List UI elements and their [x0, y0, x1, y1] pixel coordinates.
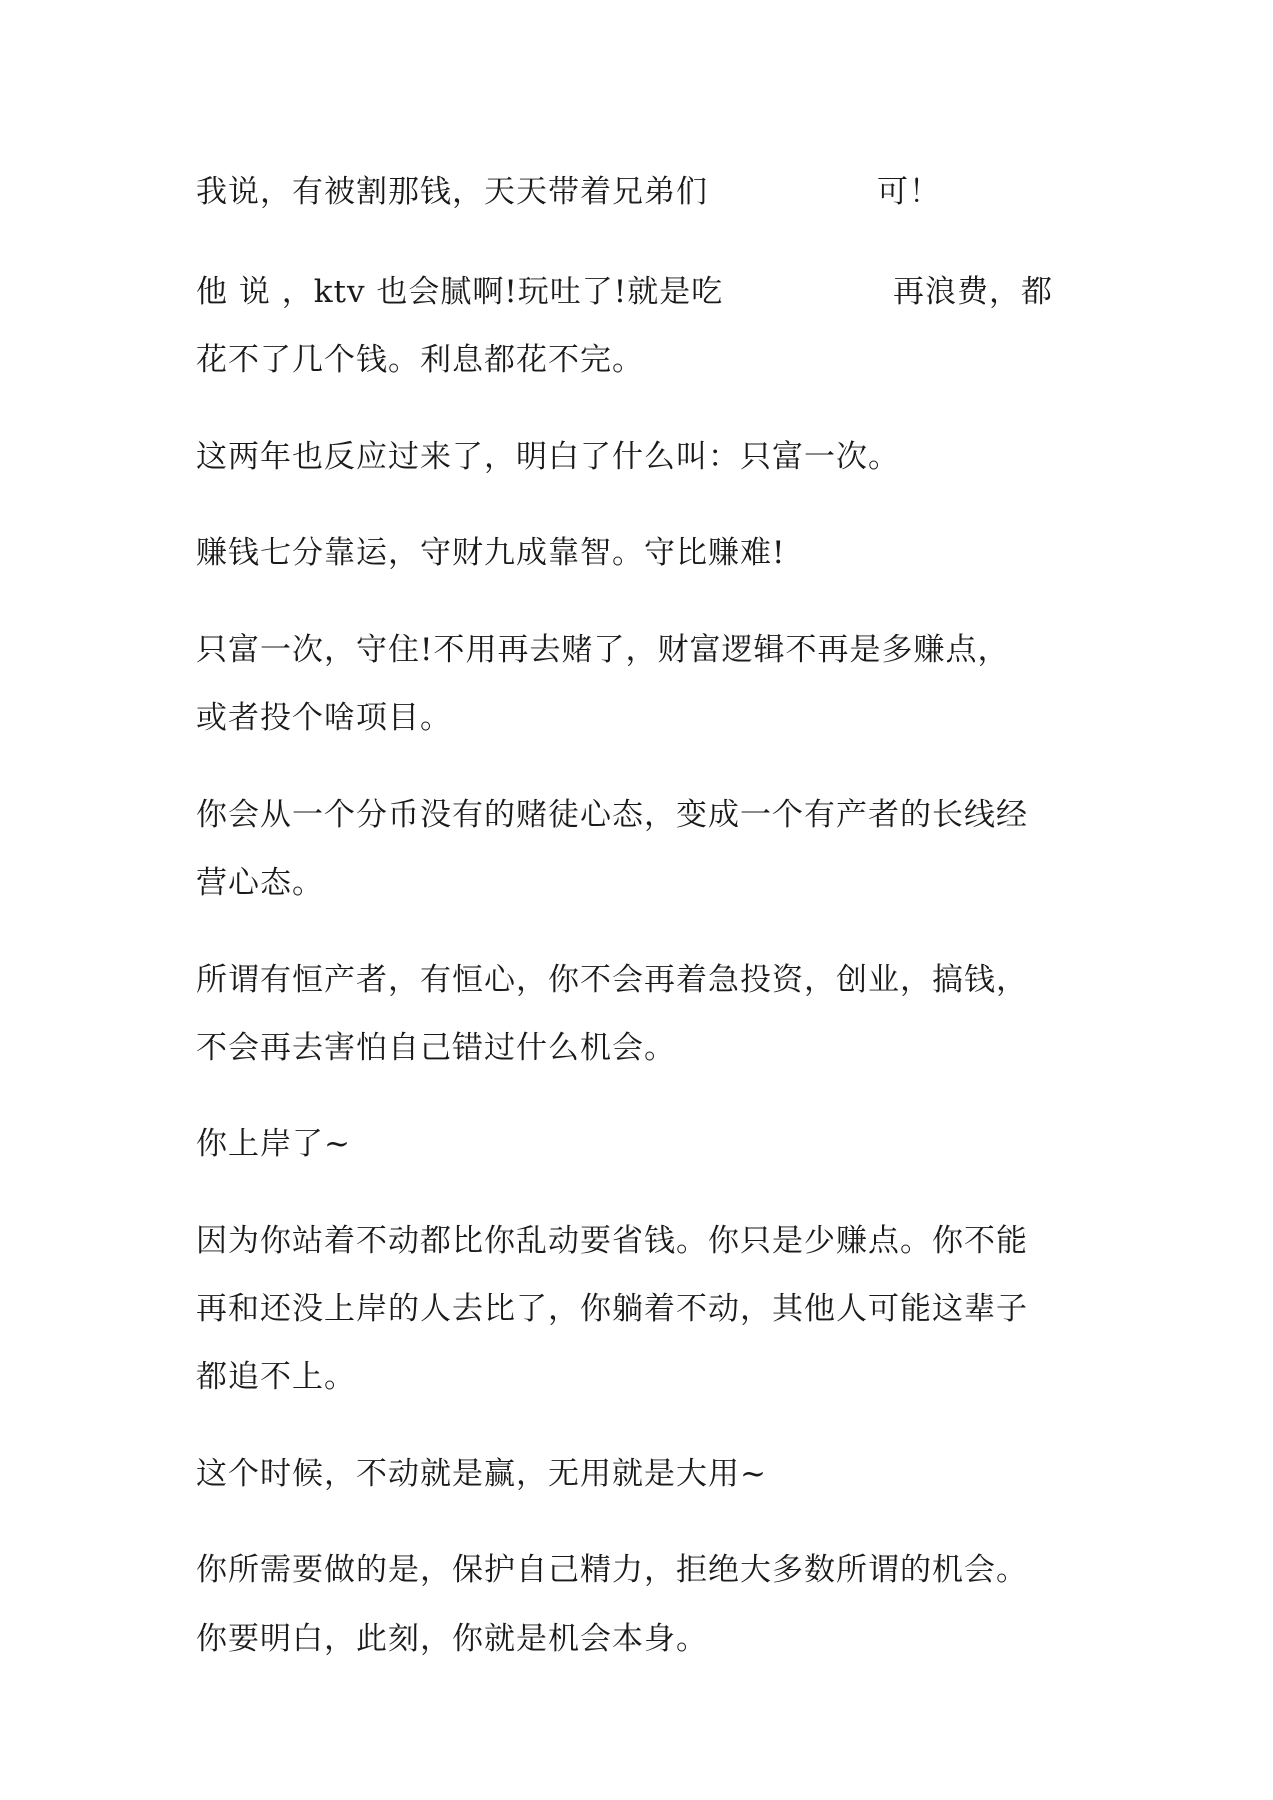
text-line-12: 你上岸了~ [196, 1126, 351, 1162]
text-line-2-part-a: 他 说 ，ktv 也会腻啊!玩吐了!就是吃 [196, 274, 724, 310]
text-line-1-part-b: 可！ [877, 174, 941, 210]
text-line-13: 因为你站着不动都比你乱动要省钱。你只是少赚点。你不能 [196, 1223, 1028, 1259]
text-line-14: 再和还没上岸的人去比了，你躺着不动，其他人可能这辈子 [196, 1291, 1028, 1327]
text-line-11: 不会再去害怕自己错过什么机会。 [196, 1030, 676, 1066]
text-line-4: 这两年也反应过来了，明白了什么叫：只富一次。 [196, 439, 900, 475]
text-line-2 [196, 272, 1086, 312]
text-line-9: 营心态。 [196, 865, 324, 901]
text-line-3: 花不了几个钱。利息都花不完。 [196, 342, 644, 378]
text-line-5: 赚钱七分靠运，守财九成靠智。守比赚难! [196, 535, 786, 571]
text-line-8: 你会从一个分币没有的赌徒心态，变成一个有产者的长线经 [196, 797, 1028, 833]
text-line-1-part-a: 我说，有被割那钱，天天带着兄弟们 [196, 174, 708, 210]
text-line-15: 都追不上。 [196, 1359, 356, 1395]
text-line-6: 只富一次，守住!不用再去赌了，财富逻辑不再是多赚点， [196, 632, 1010, 668]
text-line-16: 这个时候，不动就是赢，无用就是大用~ [196, 1456, 767, 1492]
text-line-2-part-b: 再浪费，都 [893, 274, 1053, 310]
text-line-18: 你要明白，此刻，你就是机会本身。 [196, 1621, 708, 1657]
text-line-1 [196, 172, 1086, 212]
text-line-7: 或者投个啥项目。 [196, 700, 452, 736]
text-line-10: 所谓有恒产者，有恒心，你不会再着急投资，创业，搞钱， [196, 962, 1028, 998]
text-line-17: 你所需要做的是，保护自己精力，拒绝大多数所谓的机会。 [196, 1552, 1028, 1588]
